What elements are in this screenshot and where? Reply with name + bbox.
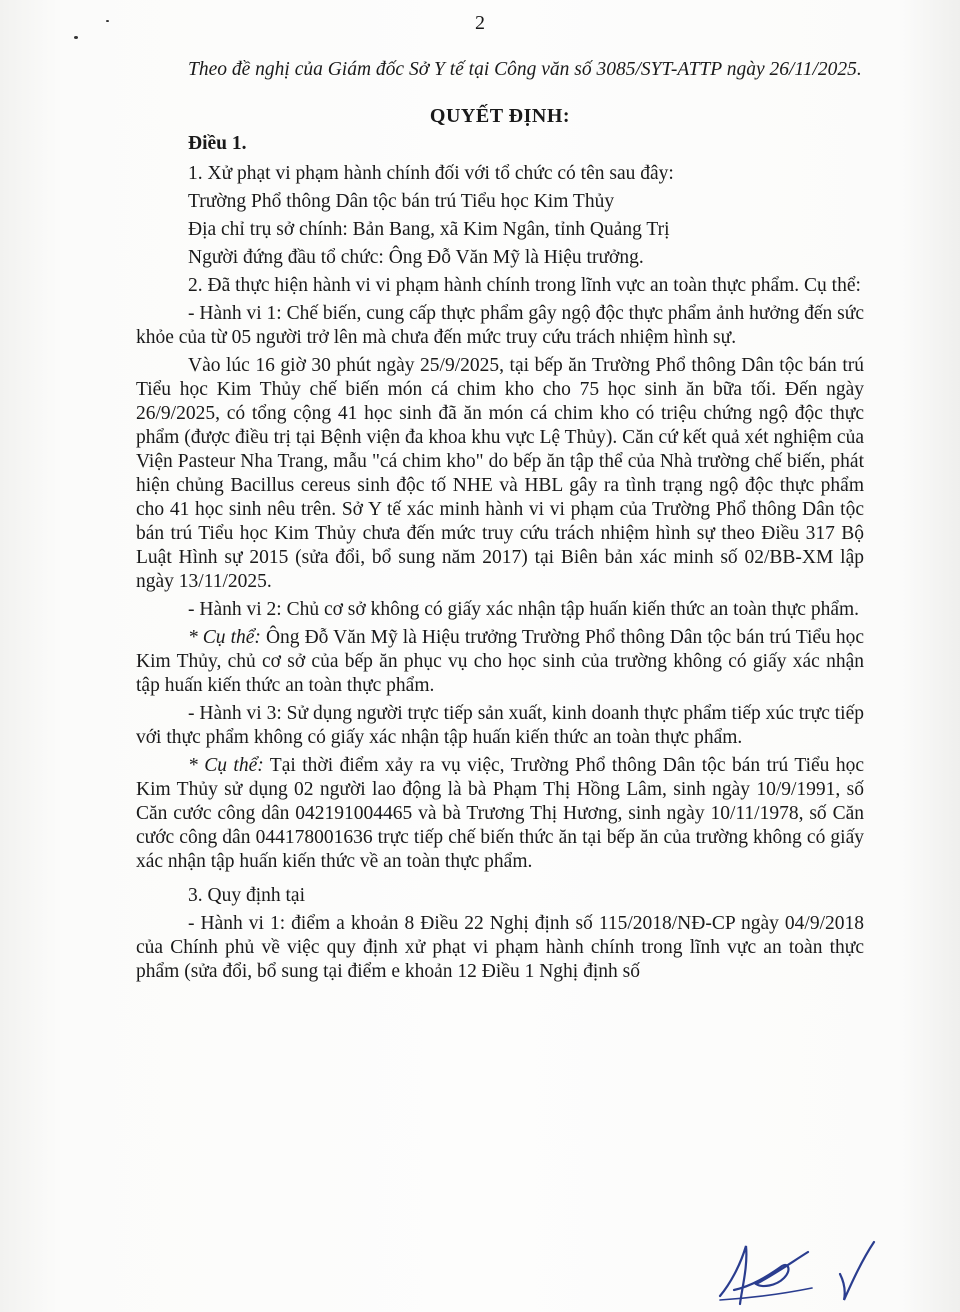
act-3-detail — [136, 754, 864, 874]
item-3: 3. Quy định tại — [188, 885, 305, 906]
act-2: - Hành vi 2: Chủ cơ sở không có giấy xác nhận tập huấn kiến thức an toàn thực phẩm. — [188, 599, 860, 620]
paper-speck — [106, 20, 109, 22]
document-body — [136, 58, 864, 988]
decision-title: QUYẾT ĐỊNH: — [429, 105, 571, 127]
item-2: 2. Đã thực hiện hành vi vi phạm hành chính trong lĩnh vực an toàn thực phẩm. Cụ thể: — [188, 275, 861, 296]
article-1-heading: Điều 1. — [188, 133, 247, 154]
org-head: Người đứng đầu tổ chức: Ông Đỗ Văn Mỹ là Hiệu trưởng. — [188, 247, 644, 268]
initials-signature — [712, 1226, 882, 1306]
rule-1: - Hành vi 1: điểm a khoản 8 Điều 22 Nghị định số 115/2018/NĐ-CP ngày 04/9/2018 của Chính phủ về việc quy định xử phạt vi phạm hành chính trong lĩnh vực an toàn thực phẩm (sửa đổi, bổ sung tại điểm e khoản 12 Điều 1 Nghị định số — [136, 913, 864, 982]
act-2-detail-text: Ông Đỗ Văn Mỹ là Hiệu trưởng Trường Phổ thông Dân tộc bán trú Tiểu học Kim Thủy, chủ cơ sở của bếp ăn phục vụ cho học sinh của trường không có giấy xác nhận tập huấn kiến thức an toàn thực phẩm. — [136, 627, 864, 696]
act-3: - Hành vi 3: Sử dụng người trực tiếp sản xuất, kinh doanh thực phẩm tiếp xúc trực tiếp với thực phẩm không có giấy xác nhận tập huấn kiến thức an toàn thực phẩm. — [136, 703, 864, 748]
act-2-label: * Cụ thể: — [188, 627, 261, 648]
page-number: 2 — [475, 12, 485, 34]
paper-speck — [74, 36, 78, 39]
act-3-label: * Cụ thể: — [188, 755, 264, 776]
intro-paragraph: Theo đề nghị của Giám đốc Sở Y tế tại Công văn số 3085/SYT-ATTP ngày 26/11/2025. — [188, 59, 862, 80]
act-2-detail — [136, 626, 864, 698]
org-name: Trường Phổ thông Dân tộc bán trú Tiểu học Kim Thủy — [188, 191, 615, 212]
act-3-detail-text: Tại thời điểm xảy ra vụ việc, Trường Phổ thông Dân tộc bán trú Tiểu học Kim Thủy sử dụng 02 người lao động là bà Phạm Thị Hồng Lâm, sinh ngày 10/9/1991, số Căn cước công dân 042191004465 và bà Trương Thị Hương, sinh ngày 10/11/1978, số Căn cước công dân 044178001636 trực tiếp chế biến thức ăn tại bếp ăn của trường không có giấy xác nhận tập huấn kiến thức về an toàn thực phẩm. — [136, 755, 864, 872]
org-address: Địa chỉ trụ sở chính: Bản Bang, xã Kim Ngân, tỉnh Quảng Trị — [188, 219, 670, 240]
item-1: 1. Xử phạt vi phạm hành chính đối với tổ chức có tên sau đây: — [188, 163, 674, 184]
act-1-detail: Vào lúc 16 giờ 30 phút ngày 25/9/2025, tại bếp ăn Trường Phổ thông Dân tộc bán trú Tiểu học Kim Thủy chế biến món cá chim kho cho 75 học sinh ăn bữa tối. Đến ngày 26/9/2025, có tổng cộng 41 học sinh đã ăn món cá chim kho có triệu chứng ngộ độc thực phẩm (được điều trị tại Bệnh viện đa khoa khu vực Lệ Thủy). Căn cứ kết quả xét nghiệm của Viện Pasteur Nha Trang, mẫu "cá chim kho" do bếp ăn tập thể của Nhà trường chế biến, phát hiện chủng Bacillus cereus sinh độc tố NHE và HBL gây ra tình trạng ngộ độc thực phẩm cho 41 học sinh nêu trên. Sở Y tế xác minh hành vi vi phạm của Trường Phổ thông Dân tộc bán trú Tiểu học Kim Thủy chưa đến mức truy cứu trách nhiệm hình sự theo Điều 317 Bộ Luật Hình sự 2015 (sửa đổi, bổ sung năm 2017) tại Biên bản xác minh số 02/BB-XM lập ngày 13/11/2025. — [136, 355, 864, 592]
act-1: - Hành vi 1: Chế biến, cung cấp thực phẩm gây ngộ độc thực phẩm ảnh hưởng đến sức khỏe của từ 05 người trở lên mà chưa đến mức truy cứu trách nhiệm hình sự. — [136, 303, 864, 348]
